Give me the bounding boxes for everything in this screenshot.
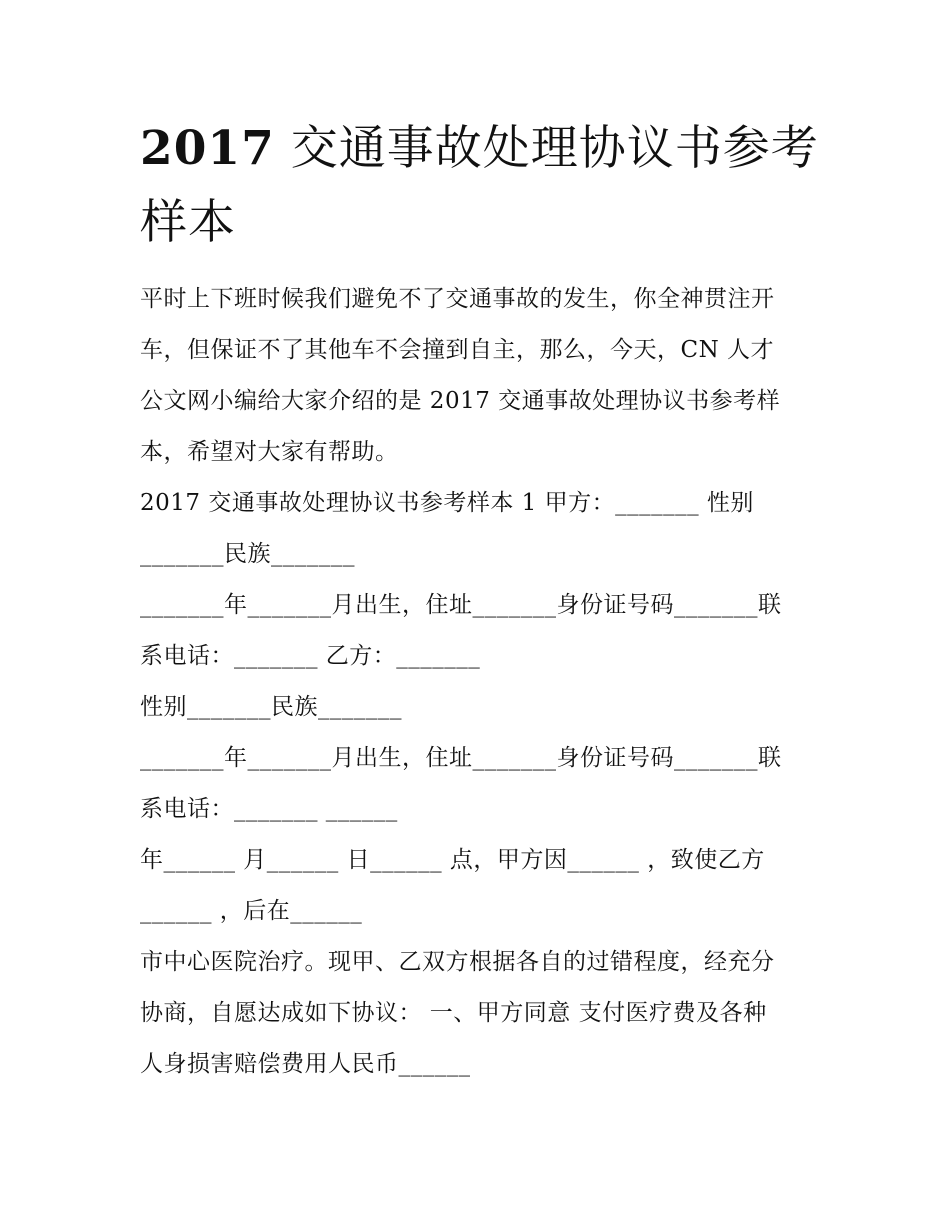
body-line: 2017 交通事故处理协议书参考样本 1 甲方：_______ 性别 [140,490,754,516]
body-line: 平时上下班时候我们避免不了交通事故的发生，你全神贯注开 [140,286,775,312]
body-line: ______ ，后在______ [140,898,363,924]
body-line: 协商，自愿达成如下协议： 一、甲方同意 支付医疗费及各种 [140,1000,767,1026]
body-line: 公文网小编给大家介绍的是 2017 交通事故处理协议书参考样 [140,388,781,414]
body-line: _______民族_______ [140,541,355,567]
title-text-line2: 样本 [140,195,236,250]
title-text: 交通事故处理协议书参考 [274,121,819,176]
body-line: 车，但保证不了其他车不会撞到自主，那么，今天，CN 人才 [140,337,775,363]
body-line: 性别_______民族_______ [140,694,402,720]
body-line: 系电话：_______ 乙方：_______ [140,643,481,669]
body-line: _______年_______月出生，住址_______身份证号码_______联 [140,745,782,771]
document-title [140,112,820,260]
body-line: 本，希望对大家有帮助。 [140,439,399,465]
body-line: 年______ 月______ 日______ 点，甲方因______ ，致使乙方 [140,847,765,873]
document-page [140,112,820,1090]
body-line: 系电话：_______ ______ [140,796,398,822]
title-year: 2017 [140,121,275,176]
body-line: _______年_______月出生，住址_______身份证号码_______联 [140,592,782,618]
body-line: 市中心医院治疗。现甲、乙双方根据各自的过错程度，经充分 [140,949,775,975]
body-line: 人身损害赔偿费用人民币______ [140,1051,471,1077]
